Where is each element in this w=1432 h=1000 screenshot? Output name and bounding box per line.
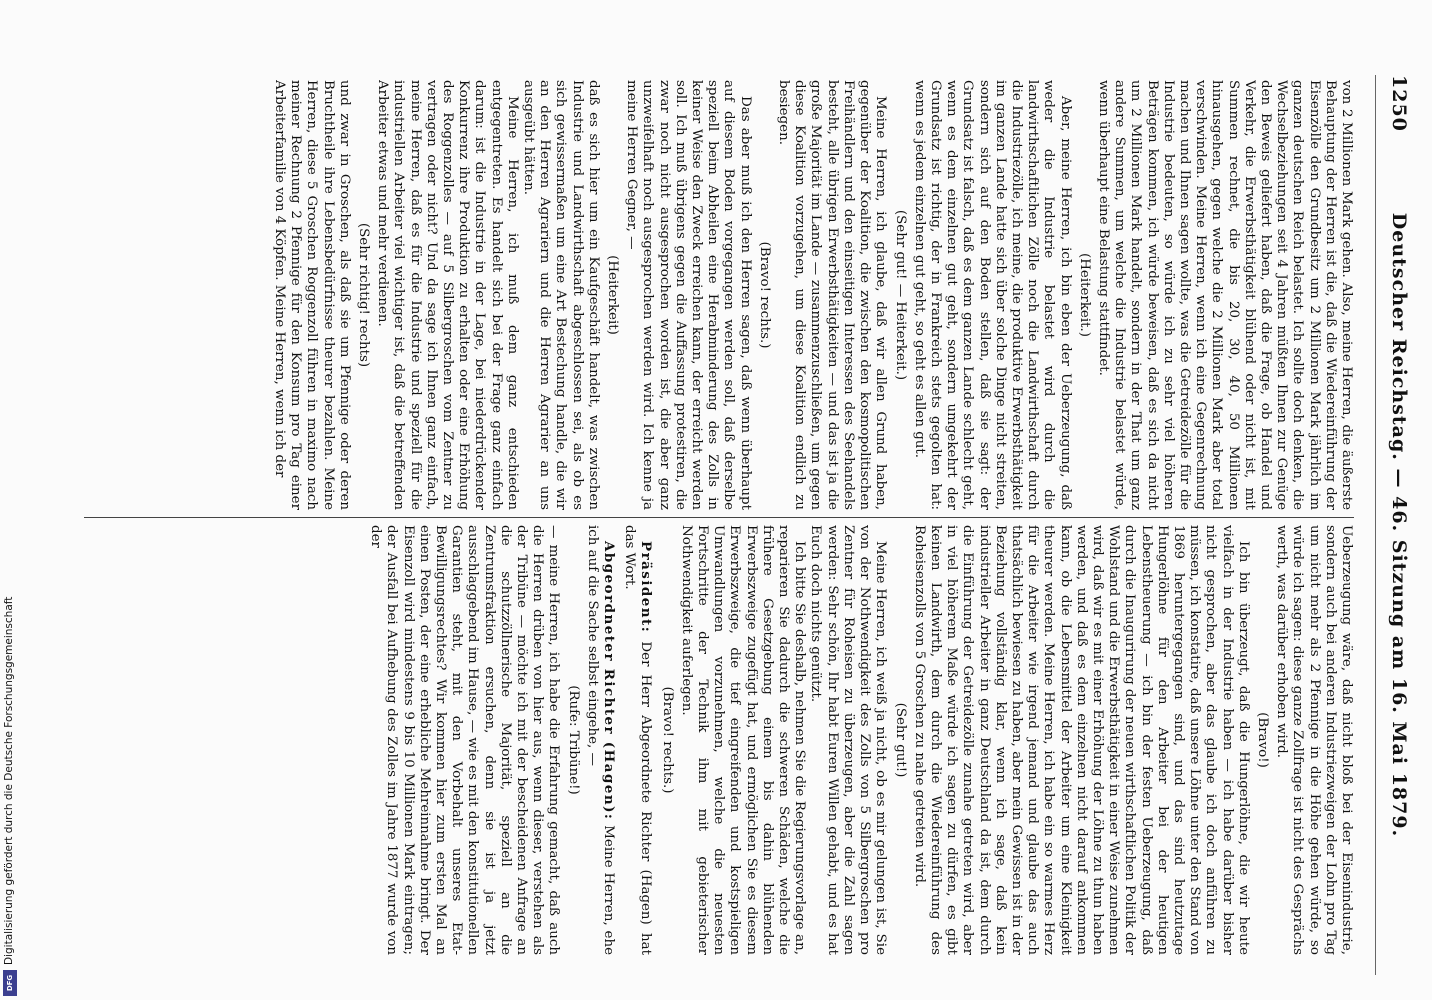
speaker-name: Präsident:: [638, 541, 655, 634]
speaker-paragraph: [584, 525, 617, 955]
interjection: (Sehr richtig! rechts): [356, 222, 372, 368]
speaker-name: Abgeordneter Richter (Hagen):: [601, 541, 618, 821]
interjection: (Bravo! rechts.): [756, 241, 772, 349]
interjection: (Sehr gut! — Heiterkeit.): [892, 209, 908, 381]
paragraph: Das aber muß ich den Herren sagen, daß wenn überhaupt auf diesem Boden vorgegangen werden soll, daß derselbe speziell beim Abheilen eine Herabminderung des Zolls in keiner Weise den Zweck erreichen kann, der erreicht werden soll. Ich muß übrigens gegen die Auffassung protestiren, die zwar noch nicht ausgesprochen worden ist, die aber ganz unzweifelhaft noch ausgesprochen werden wird. Ich kenne ja meine Herren Gegner, —: [624, 80, 753, 510]
paragraph: Ueberzeugung wäre, daß nicht bloß bei der Eisenindustrie, sondern auch bei anderen Industriezweigen der Lohn pro Tag um nicht mehr als 2 Pfennige in die Höhe gehen würde, so würde ich sagen: diese ganze Zollfrage ist nicht des Gesprächs werth, was darüber erhoben wird.: [1274, 525, 1354, 955]
paragraph: von 2 Millionen Mark gehen. Also, meine Herren, die äußerste Behauptung der Herren ist die, daß die Wiedereinführung der Eisenzölle den Grundbesitz um 2 Millionen Mark jährlich im ganzen deutschen Reich belastet. Ich sollte doch denken, die Wechselbeziehungen seit 4 Jahren müßten Ihnen zur Genüge den Beweis geliefert haben, daß die Frage, ob Handel und Verkehr, die Erwerbsthätigkeit blühend oder nicht ist, mit Summen rechnet, die bis 20, 30, 40, 50 Millionen hinausgehen, gegen welche die 2 Millionen Mark aber total verschwinden. Meine Herren, wenn ich eine Gegenrechnung machen und Ihnen sagen wollte, was die Getreidezölle für die Industrie bedeuten, so würde ich zu sehr viel höheren Beträgen kommen, ich würde beweisen, daß es sich da nicht um 2 Millionen Mark handelt, sondern in der That um ganz andere Summen, um welche die Industrie belastet würde, wenn überhaupt eine Belastung stattfindet.: [1095, 80, 1354, 510]
paragraph: Meine Herren, ich weiß ja nicht, ob es mir gelungen ist, Sie von der Nothwendigkeit des Zolls von 5 Silbergroschen pro Zentner für Roheisen zu überzeugen, aber die Zahl sagen werden: Sehr schön, Ihr habt Euren Willen gehabt, und es hat Euch doch nichts genützt.: [808, 525, 889, 955]
right-column: [84, 525, 1354, 955]
speaker-text: Der Herr Abgeordnete Richter (Hagen) hat das Wort.: [622, 525, 654, 955]
interjection: (Sehr gut!): [892, 702, 908, 778]
header-rule: [1375, 75, 1376, 975]
paragraph: daß es sich hier um ein Kaufgeschäft handelt, was zwischen Industrie und Landwirthschaft abgeschlossen sei, als ob es sich gewissermaßen um eine Art Bestechung handle, die wir an den Herren Agrariern und die Herren Agrarier an uns ausgeübt hätten.: [521, 80, 601, 510]
paragraph: Aber, meine Herren, ich bin eben der Ueberzeugung, daß weder die Industrie belastet wird durch die landwirthschaftlichen Zölle noch die Landwirthschaft durch die Industriezölle, ich meine, die produktive Erwerbsthätigkeit im ganzen Lande hatte sich über solche Dinge nicht streiten, sondern sich auf den Boden stellen, daß sie sagt: der Grundsatz ist falsch, daß es dem ganzen Lande schlecht geht, wenn es dem einzelnen gut geht, sondern umgekehrt der Grundsatz ist richtig, der in Frankreich stets gegolten hat: wenn es jedem einzelnen gut geht, so geht es allen gut.: [911, 80, 1073, 510]
column-divider: [84, 517, 1354, 518]
speaker-paragraph: [621, 525, 654, 955]
interjection: (Rufe: Tribüne!): [565, 685, 581, 795]
interjection: (Bravo!): [1254, 712, 1270, 768]
digitization-note: Digitalisierung gefördert durch die Deutsche Forschungsgemeinschaft: [3, 596, 15, 965]
paragraph: und zwar in Groschen, als daß sie um Pfennige oder deren Bruchtheile ihre Lebensbedürfnisse theurer bezahlen. Meine Herren, diese 5 Groschen Roggenzoll führen in maximo nach meiner Rechnung 2 Pfennige für den Konsum pro Tag einer Arbeiterfamilie von 4 Köpfen. Meine Herren, wenn ich der: [272, 80, 352, 510]
dfg-logo: [3, 970, 17, 996]
left-column: [84, 80, 1354, 510]
interjection: (Bravo! rechts.): [659, 686, 675, 794]
paragraph: Meine Herren, ich glaube, daß wir allen Grund haben, gegenüber der Koalition, die zwischen den kosmopolitischen Freihändlern und den einseitigen Interessen des Seehandels besteht, alle übrigen Erwerbsthätigkeiten — und das ist ja die große Majorität im Lande — zusammenzuschließen, um gegen diese Koalition vorzugehen, um diese Koalition endlich zu besiegen.: [776, 80, 889, 510]
interjection: (Heiterkeit.): [1076, 253, 1092, 337]
interjection: (Heiterkeit): [605, 255, 621, 335]
page-header: [1370, 75, 1410, 975]
paragraph: — meine Herren, ich habe die Erfahrung gemacht, daß auch die Herren drüben von hier aus, wenn dieser, verstehen als der Tribüne — möchte ich mit der bescheidenen Anfrage an die schutzzöllnerische Majorität, speziell an die Zentrumsfraktion ersuchen, denn sie ist ja jetzt ausschlaggebend im Hause, — wie es mit den konstitutionellen Garantien steht, mit den Vorbehalt unseres Etat-Bewilligungsrechtes? Wir kommen hier zum ersten Mal an einen Posten, der eine erhebliche Mehreinnahme bringt. Der Eisenzoll wird mindestens 9 bis 10 Millionen Mark eintragen; der Ausfall bei Aufhebung des Zolles im Jahre 1877 wurde von der: [368, 525, 562, 955]
dfg-logo-text: DFG: [6, 974, 14, 992]
paragraph: Ich bitte Sie deshalb, nehmen Sie die Regierungsvorlage an, reparieren Sie dadurch die schweren Schäden, welche die frühere Gesetzgebung einem bis dahin blühenden Erwerbszweige zugefügt hat, und ermöglichen Sie es diesem Erwerbszweige, die tief eingreifenden und kostspieligen Umwandlungen vorzunehmen, welche die neuesten Fortschritte der Technik ihm mit gebieterischer Nothwendigkeit auferlegen.: [678, 525, 808, 955]
paragraph: Ich bin überzeugt, daß die Hungerlöhne, die wir heute vielfach in der Industrie haben — ich habe darüber bisher nicht gesprochen, aber das glaube ich doch anführen zu müssen, ich konstatire, daß unsere Löhne unter den Stand von 1869 heruntergegangen sind, und das sind heutzutage Hungerlöhne für den Arbeiter bei der heutigen Lebenstheuerung — ich bin der festen Ueberzeugung, daß durch die Inaugurirung der neuen wirthschaftlichen Politik der Wohlstand und die Erwerbsthätigkeit in einer Weise zunehmen wird, daß wir es mit einer Erhöhung der Löhne zu thun haben werden, und daß es dem einzelnen nicht darauf ankommen kann, ob die Lebensmittel der Arbeiter um eine Kleinigkeit theurer werden. Meine Herren, ich habe ein so warmes Herz für die Arbeiter wie irgend jemand und glaube das auch thatsächlich bewiesen zu haben, aber mein Gewissen ist in der Beziehung vollständig klar, wenn ich sage, daß kein industrieller Arbeiter in ganz Deutschland da ist, dem durch die Einführung der Getreidezölle zunahe getreten wird, aber in viel höherem Maße würde ich sagen zu dürfen, es gibt keinen Landwirth, dem durch die Wiedereinführung des Roheisenzolls von 5 Groschen zu nahe getreten wird.: [911, 525, 1251, 955]
page-number: 1250: [1388, 75, 1410, 132]
running-head: Deutscher Reichstag. — 46. Sitzung am 16. Mai 1879.: [1388, 212, 1410, 838]
paragraph: Meine Herren, ich muß dem ganz entschieden entgegentreten. Es handelt sich bei der Frage ganz einfach darum: ist die Industrie in der Lage, bei niederdrückender Konkurrenz ihre Produktion zu erhalten oder eine Erhöhung des Roggenzolles — auf 5 Silbergroschen vom Zentner zu vertragen oder nicht? Und da sage ich Ihnen ganz einfach, meine Herren, daß es für die Industrie und speziell für die industriellen Arbeiter viel wichtiger ist, daß die betreffenden Arbeiter etwas und mehr verdienen.: [375, 80, 520, 510]
speaker-text: Meine Herren, ehe ich auf die Sache selbst eingehe, —: [584, 525, 617, 955]
